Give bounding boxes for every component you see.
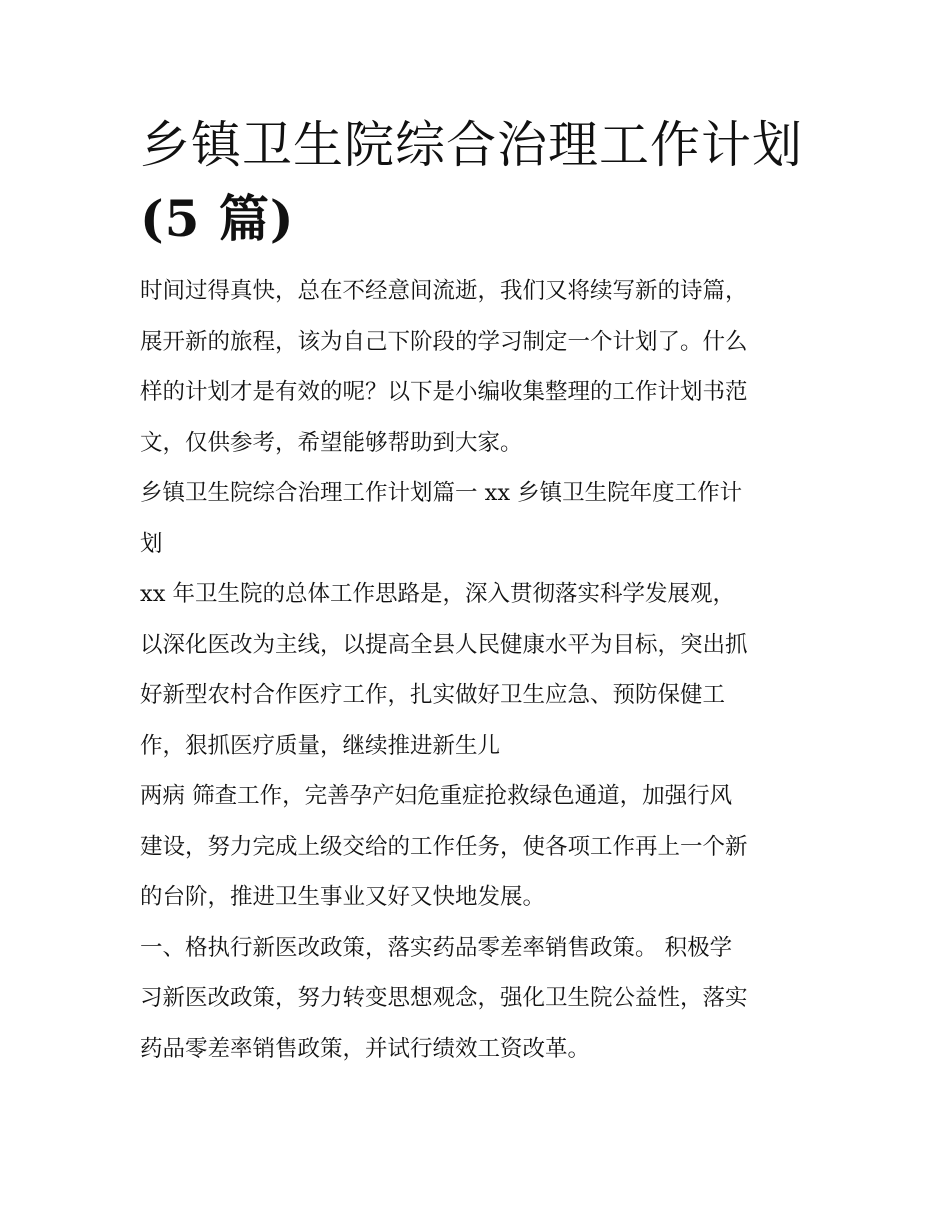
text-line: 乡镇卫生院综合治理工作计划篇一 xx 乡镇卫生院年度工作计 bbox=[140, 480, 743, 506]
text-line: 药品零差率销售政策，并试行绩效工资改革。 bbox=[140, 1035, 591, 1062]
document-title bbox=[140, 108, 820, 256]
text-line: 作，狠抓医疗质量，继续推进新生儿 bbox=[140, 732, 501, 759]
text-line: 习新医改政策，努力转变思想观念，强化卫生院公益性，落实 bbox=[140, 985, 748, 1011]
text-line: 划 bbox=[140, 530, 163, 557]
title-line-2: (5 篇) bbox=[140, 189, 295, 248]
text-line: xx 年卫生院的总体工作思路是，深入贯彻落实科学发展观， bbox=[140, 581, 736, 607]
text-line: 以深化医改为主线，以提高全县人民健康水平为目标，突出抓 bbox=[140, 631, 748, 658]
text-line: 好新型农村合作医疗工作，扎实做好卫生应急、预防保健工 bbox=[140, 682, 726, 708]
text-line: 时间过得真快，总在不经意间流逝，我们又将续写新的诗篇， bbox=[140, 278, 748, 304]
text-line: 一、格执行新医改政策，落实药品零差率销售政策。 积极学 bbox=[140, 934, 733, 961]
title-line-1: 乡镇卫生院综合治理工作计划 bbox=[140, 116, 803, 174]
text-line: 两病 筛查工作，完善孕产妇危重症抢救绿色通道，加强行风 bbox=[140, 783, 733, 809]
text-line: 样的计划才是有效的呢？以下是小编收集整理的工作计划书范 bbox=[140, 379, 748, 405]
document-body bbox=[140, 266, 820, 1074]
text-line: 建设，努力完成上级交给的工作任务，使各项工作再上一个新 bbox=[140, 833, 748, 860]
document-content bbox=[140, 108, 820, 1074]
text-line: 展开新的旅程，该为自己下阶段的学习制定一个计划了。什么 bbox=[140, 328, 748, 355]
text-line: 文，仅供参考，希望能够帮助到大家。 bbox=[140, 429, 523, 456]
text-line: 的台阶，推进卫生事业又好又快地发展。 bbox=[140, 884, 546, 910]
